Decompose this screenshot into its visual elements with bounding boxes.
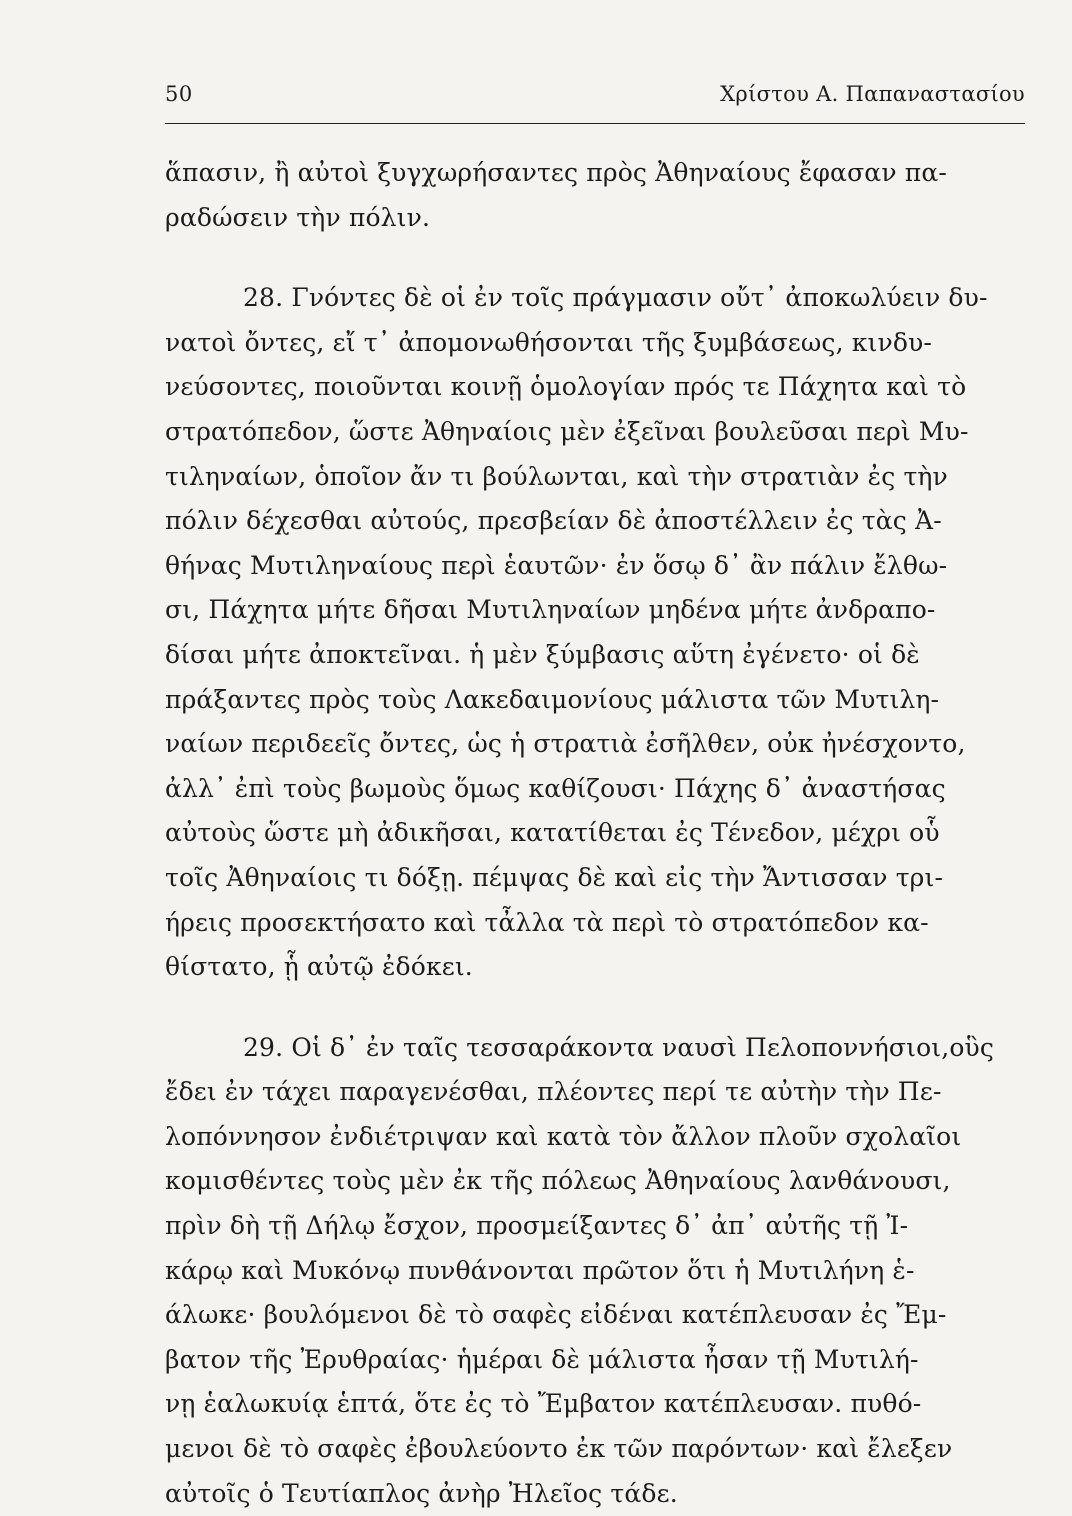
header-rule bbox=[165, 123, 1025, 124]
text-line: δίσαι μήτε ἀποκτεῖναι. ἡ μὲν ξύμβασις αὕτη ἐγένετο· οἱ δὲ bbox=[165, 639, 920, 669]
text-line: θήνας Μυτιληναίους περὶ ἑαυτῶν· ἐν ὅσῳ δ᾽ ἂν πάλιν ἔλθω- bbox=[165, 550, 948, 580]
page-number: 50 bbox=[165, 82, 193, 106]
text-line: σι, Πάχητα μήτε δῆσαι Μυτιληναίων μηδένα μήτε ἀνδραπο- bbox=[165, 595, 936, 625]
text-line: πόλιν δέχεσθαι αὐτούς, πρεσβείαν δὲ ἀποστέλλειν ἐς τὰς Ἀ- bbox=[165, 506, 942, 536]
section-28 bbox=[165, 276, 1025, 990]
text-line-content: Γνόντες δὲ οἱ ἐν τοῖς πράγμασιν οὔτ᾽ ἀποκωλύειν δυ- bbox=[291, 283, 988, 313]
text-line: μενοι δὲ τὸ σαφὲς ἐβουλεύοντο ἐκ τῶν παρόντων· καὶ ἔλεξεν bbox=[165, 1434, 953, 1464]
text-line: τιληναίων, ὁποῖον ἄν τι βούλωνται, καὶ τὴν στρατιὰν ἐς τὴν bbox=[165, 461, 948, 491]
text-line: λοπόννησον ἐνδιέτριψαν καὶ κατὰ τὸν ἄλλον πλοῦν σχολαῖοι bbox=[165, 1121, 962, 1151]
text-line: κομισθέντες τοὺς μὲν ἐκ τῆς πόλεως Ἀθηναίους λανθάνουσι, bbox=[165, 1166, 951, 1196]
running-head-author: Χρίστου Α. Παπαναστασίου bbox=[720, 82, 1025, 106]
section-gap bbox=[165, 240, 1025, 276]
text-line-content: Οἱ δ᾽ ἐν ταῖς τεσσαράκοντα ναυσὶ Πελοποννήσιοι,οὓς bbox=[291, 1032, 995, 1062]
text-line: βατον τῆς Ἐρυθραίας· ἡμέραι δὲ μάλιστα ἦσαν τῇ Μυτιλή- bbox=[165, 1344, 919, 1374]
text-line: νῃ ἑαλωκυίᾳ ἑπτά, ὅτε ἐς τὸ Ἔμβατον κατέπλευσαν. πυθό- bbox=[165, 1389, 922, 1419]
text-line: αὐτοῖς ὁ Τευτίαπλος ἀνὴρ Ἠλεῖος τάδε. bbox=[165, 1478, 678, 1508]
section-number: 28. bbox=[243, 283, 284, 313]
section-gap bbox=[165, 990, 1025, 1026]
section-29 bbox=[165, 1026, 1025, 1516]
text-line: ἀλλ᾽ ἐπὶ τοὺς βωμοὺς ὅμως καθίζουσι· Πάχης δ᾽ ἀναστήσας bbox=[165, 773, 946, 803]
text-line: τοῖς Ἀθηναίοις τι δόξῃ. πέμψας δὲ καὶ εἰς τὴν Ἄντισσαν τρι- bbox=[165, 862, 944, 892]
text-line: αὐτοὺς ὥστε μὴ ἀδικῆσαι, κατατίθεται ἐς Τένεδον, μέχρι οὗ bbox=[165, 818, 940, 848]
text-line: κάρῳ καὶ Μυκόνῳ πυνθάνονται πρῶτον ὅτι ἡ Μυτιλήνη ἑ- bbox=[165, 1255, 915, 1285]
body-text bbox=[165, 151, 1025, 1516]
text-line: ἅπασιν, ἢ αὐτοὶ ξυγχωρήσαντες πρὸς Ἀθηναίους ἔφασαν πα- bbox=[165, 158, 947, 187]
text-line: πρὶν δὴ τῇ Δήλῳ ἔσχον, προσμείξαντες δ᾽ ἀπ᾽ αὐτῆς τῇ Ἰ- bbox=[165, 1211, 909, 1241]
text-line: ἔδει ἐν τάχει παραγενέσθαι, πλέοντες περί τε αὐτὴν τὴν Πε- bbox=[165, 1077, 942, 1107]
text-line: ήρεις προσεκτήσατο καὶ τἆλλα τὰ περὶ τὸ στρατόπεδον κα- bbox=[165, 907, 929, 937]
paragraph-fragment bbox=[165, 151, 1025, 240]
text-line: νεύσοντες, ποιοῦνται κοινῇ ὁμολογίαν πρός τε Πάχητα καὶ τὸ bbox=[165, 372, 967, 402]
text-line: άλωκε· βουλόμενοι δὲ τὸ σαφὲς εἰδέναι κατέπλευσαν ἐς Ἔμ- bbox=[165, 1300, 947, 1330]
text-line: ναίων περιδεεῖς ὄντες, ὡς ἡ στρατιὰ ἐσῆλθεν, οὐκ ἠνέσχοντο, bbox=[165, 729, 966, 759]
section-number: 29. bbox=[243, 1032, 284, 1062]
text-line: πράξαντες πρὸς τοὺς Λακεδαιμονίους μάλιστα τῶν Μυτιλη- bbox=[165, 684, 940, 714]
text-line: θίστατο, ᾗ αὐτῷ ἐδόκει. bbox=[165, 952, 473, 982]
text-line-first bbox=[165, 276, 1025, 321]
text-line-first bbox=[165, 1026, 1025, 1071]
text-line: νατοὶ ὄντες, εἴ τ᾽ ἀπομονωθήσονται τῆς ξυμβάσεως, κινδυ- bbox=[165, 327, 932, 357]
running-head bbox=[165, 82, 1025, 118]
text-line: στρατόπεδον, ὥστε Ἀθηναίοις μὲν ἐξεῖναι βουλεῦσαι περὶ Μυ- bbox=[165, 416, 969, 446]
text-line: ραδώσειν τὴν πόλιν. bbox=[165, 202, 431, 232]
